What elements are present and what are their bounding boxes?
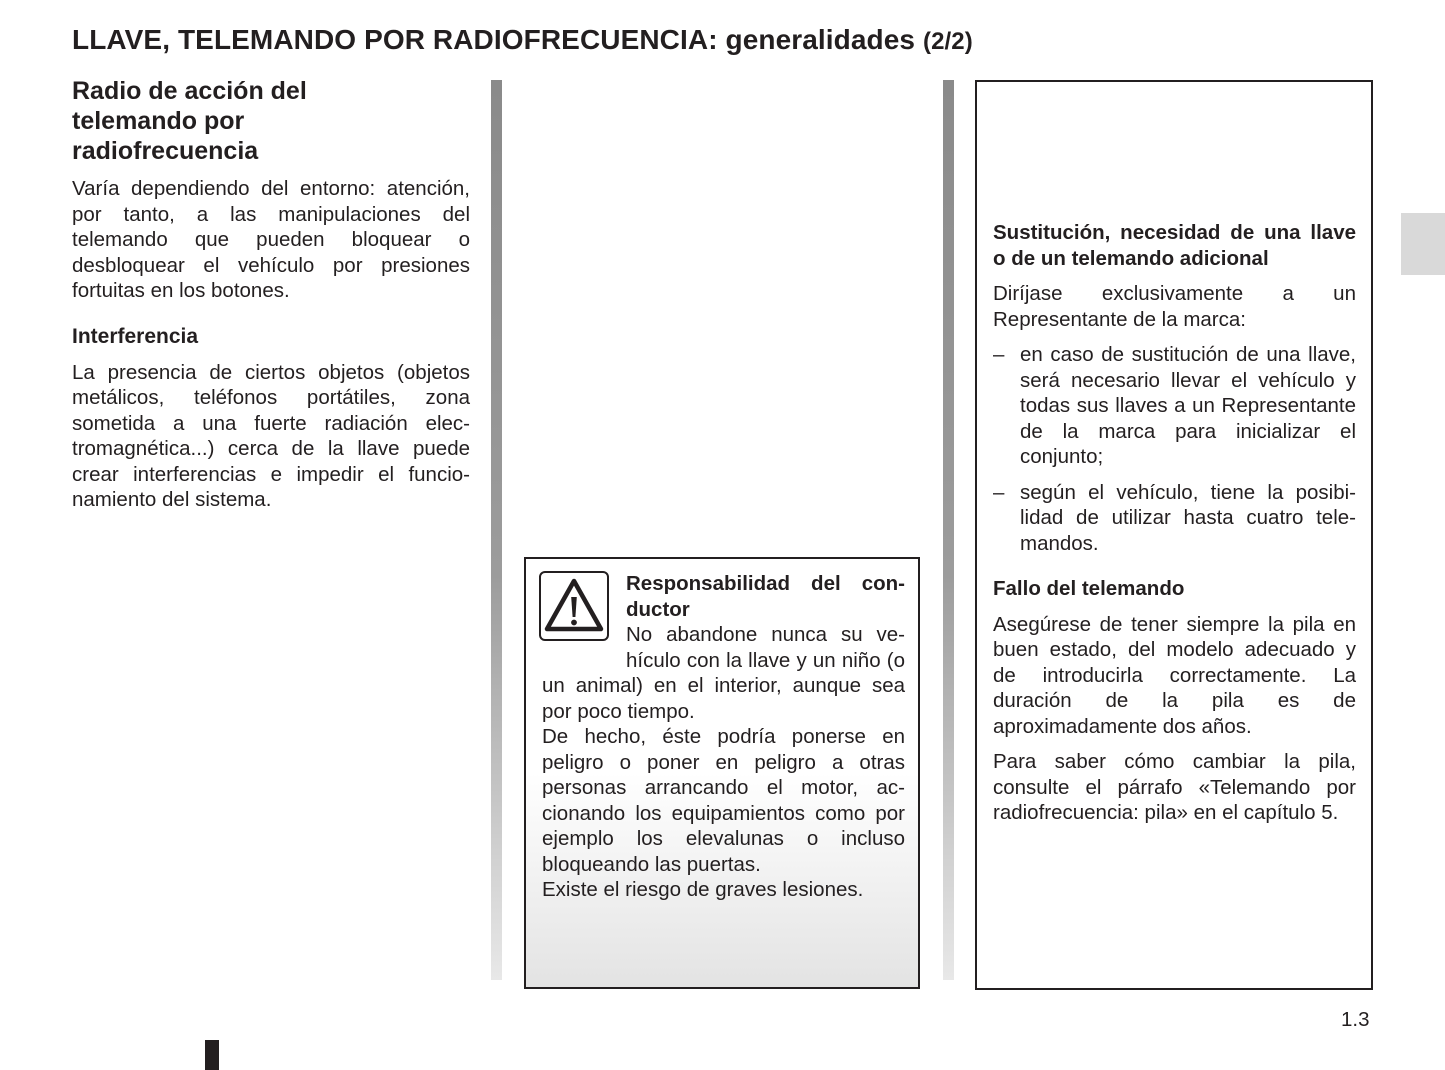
list-item-text: según el vehículo, tiene la posibilidad de utilizar hasta cuatro telemandos.	[1020, 480, 1356, 555]
warning-paragraph: No abandone nunca su vehículo con la llave y un niño (o un animal) en el interior, aunque sea por poco tiempo.	[542, 623, 905, 723]
title-main: LLAVE, TELEMANDO POR RADIOFRECUENCIA: generalidades	[72, 24, 916, 55]
section-heading-range: Radio de acción del telemando por radiofrecuencia	[72, 77, 307, 165]
column-divider-bar	[943, 80, 954, 980]
page-number: 1.3	[1341, 1008, 1370, 1031]
replacement-intro: Diríjase exclusivamente a un Representante de la marca:	[993, 282, 1356, 331]
info-box-content	[993, 220, 1356, 826]
left-column	[72, 76, 470, 513]
section-heading-replacement: Sustitución, necesidad de una llave o de un telemando adicional	[993, 221, 1356, 270]
replacement-list	[993, 342, 1356, 556]
section-heading-failure: Fallo del telemando	[993, 577, 1185, 600]
chapter-tab	[1401, 213, 1445, 275]
print-mark	[205, 1040, 219, 1070]
failure-paragraph: Asegúrese de tener siempre la pila en buen estado, del modelo adecuado y de introducirla correctamente. La duración de la pila es de aproximadamente dos años.	[993, 612, 1356, 738]
section-heading-interference: Interferencia	[72, 324, 199, 348]
warning-text	[542, 571, 905, 903]
list-item	[993, 342, 1356, 470]
list-item	[993, 480, 1356, 557]
dash-bullet: –	[993, 480, 1005, 504]
range-paragraph: Varía dependiendo del entorno: atención, por tanto, a las manipulaciones del telemando que pueden bloquear o desbloquear el vehículo por presiones fortuitas en los botones.	[72, 177, 470, 302]
column-divider-bar	[491, 80, 502, 980]
warning-title: Responsabilidad del conductor	[626, 572, 905, 621]
battery-reference-paragraph: Para saber cómo cambiar la pila, consulte el párrafo «Telemando por radiofrecuencia: pila» en el capítulo 5.	[993, 750, 1356, 824]
info-box	[975, 80, 1373, 990]
warning-paragraph: De hecho, éste podría ponerse en peligro o poner en peligro a otras personas arrancando el motor, accionando los equipamientos como por ejemplo los elevalunas o incluso bloqueando las puertas.	[542, 725, 905, 876]
page-title	[72, 24, 973, 56]
warning-paragraph: Existe el riesgo de graves lesiones.	[542, 878, 864, 901]
title-part-indicator: (2/2)	[923, 28, 973, 55]
dash-bullet: –	[993, 343, 1005, 366]
interference-paragraph: La presencia de ciertos objetos (objetos metálicos, teléfonos portátiles, zona sometida a una fuerte radiación electromagnética...) cerca de la llave puede crear interferencias e impedir el funcionamiento del sistema.	[72, 360, 470, 511]
list-item-text: en caso de sustitución de una llave, será necesario llevar el vehículo y todas sus llaves a un Representante de la marca para inicializar el conjunto;	[1020, 343, 1356, 468]
warning-box	[524, 557, 920, 989]
